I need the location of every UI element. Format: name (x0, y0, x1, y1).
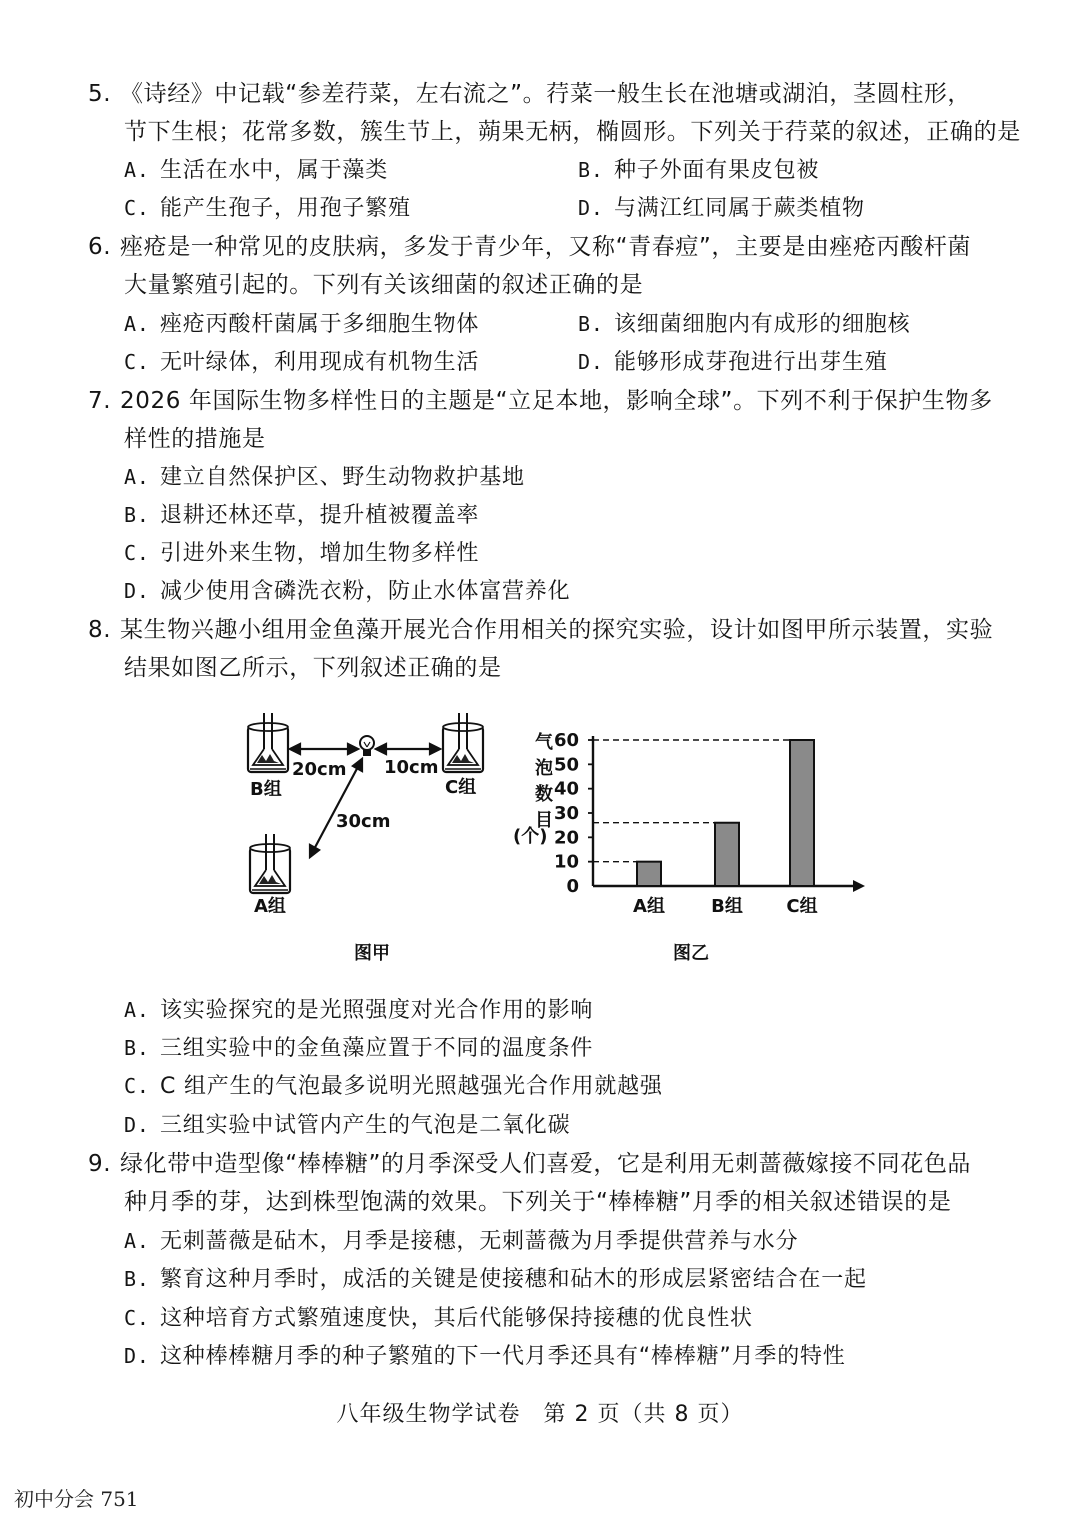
beaker-a-icon (250, 834, 290, 893)
distance-c-label: 10cm (384, 757, 439, 778)
chart-y-ticks (554, 730, 593, 897)
y-tick-label: 20 (553, 827, 579, 849)
question-7-option-b: B. 退耕还林还草，提升植被覆盖率 (124, 503, 480, 528)
category-label-1: A组 (633, 896, 665, 917)
question-9-option-b: B. 繁育这种月季时，成活的关键是使接穗和砧木的形成层紧密结合在一起 (124, 1267, 867, 1292)
page-footer: 八年级生物学试卷 第 2 页（共 8 页） (336, 1402, 744, 1427)
figure-yi-bar-chart (505, 718, 875, 970)
bar-3 (790, 740, 814, 886)
question-9-line-1: 9. 绿化带中造型像“棒棒糖”的月季深受人们喜爱，它是利用无刺蔷薇嫁接不同花色品 (88, 1151, 972, 1177)
y-label-unit: (个) (513, 826, 548, 847)
question-9-number: 9. (88, 1151, 112, 1177)
y-label-char-3: 数 (535, 784, 553, 805)
question-7-option-a: A. 建立自然保护区、野生动物救护基地 (124, 465, 525, 490)
beaker-b-icon (248, 713, 288, 772)
question-6-number: 6. (88, 234, 112, 260)
x-axis-arrow (853, 880, 865, 892)
question-5-option-d: D. 与满江红同属于蕨类植物 (578, 196, 865, 221)
question-6-option-c: C. 无叶绿体，利用现成有机物生活 (124, 350, 480, 375)
bar-2 (715, 823, 739, 886)
question-8-option-d: D. 三组实验中试管内产生的气泡是二氧化碳 (124, 1113, 571, 1138)
figure-yi-caption: 图乙 (673, 943, 709, 964)
question-6-line-2: 大量繁殖引起的。下列有关该细菌的叙述正确的是 (124, 272, 644, 298)
y-tick-label: 0 (566, 876, 579, 897)
chart-bars (637, 740, 814, 886)
lamp-icon (360, 736, 374, 756)
y-label-char-4: 目 (535, 810, 553, 831)
beaker-c-icon (443, 713, 483, 772)
y-label-char-2: 泡 (535, 758, 553, 779)
y-tick-label: 30 (553, 803, 579, 824)
question-7-number: 7. (88, 388, 112, 414)
chart-category-labels (633, 896, 818, 917)
y-tick-label: 10 (553, 851, 579, 873)
question-9-option-c: C. 这种培育方式繁殖速度快，其后代能够保持接穗的优良性状 (124, 1306, 753, 1331)
question-9-line-2: 种月季的芽，达到株型饱满的效果。下列关于“棒棒糖”月季的相关叙述错误的是 (124, 1189, 952, 1215)
question-7-line-2: 样性的措施是 (124, 426, 266, 452)
y-tick-label: 60 (553, 730, 579, 751)
figure-jia-caption: 图甲 (354, 943, 390, 964)
y-tick-label: 50 (553, 754, 579, 776)
question-6-line-1: 6. 痤疮是一种常见的皮肤病，多发于青少年，又称“青春痘”，主要是由痤疮丙酸杆菌 (88, 234, 972, 260)
y-axis-label (513, 731, 554, 847)
question-8-line-2: 结果如图乙所示，下列叙述正确的是 (124, 655, 502, 681)
distance-a-label: 30cm (336, 811, 391, 832)
question-5-line-1: 5. 《诗经》中记载“参差荇菜，左右流之”。荇菜一般生长在池塘或湖泊，茎圆柱形， (88, 81, 972, 107)
question-7-option-c: C. 引进外来生物，增加生物多样性 (124, 541, 480, 566)
category-label-3: C组 (786, 896, 818, 917)
question-6-option-a: A. 痤疮丙酸杆菌属于多细胞生物体 (124, 312, 480, 337)
corner-note: 初中分会 751 (14, 1487, 139, 1511)
question-5-option-a: A. 生活在水中，属于藻类 (124, 158, 389, 183)
question-7-line-1: 7. 2026 年国际生物多样性日的主题是“立足本地，影响全球”。下列不利于保护生物多 (88, 388, 993, 414)
question-6-option-d: D. 能够形成芽孢进行出芽生殖 (578, 350, 888, 375)
question-8-option-a: A. 该实验探究的是光照强度对光合作用的影响 (124, 998, 594, 1023)
distance-b-label: 20cm (292, 759, 347, 780)
question-8-option-c: C. C 组产生的气泡最多说明光照越强光合作用就越强 (124, 1074, 663, 1099)
group-b-label: B组 (250, 779, 282, 800)
bar-1 (637, 862, 661, 886)
question-5-option-b: B. 种子外面有果皮包被 (578, 158, 820, 183)
category-label-2: B组 (711, 896, 743, 917)
figure-jia-apparatus (230, 705, 520, 970)
group-c-label: C组 (445, 777, 477, 798)
question-5-option-c: C. 能产生孢子，用孢子繁殖 (124, 196, 411, 221)
question-5-number: 5. (88, 81, 112, 107)
y-tick-label: 40 (553, 778, 579, 800)
question-9-option-d: D. 这种棒棒糖月季的种子繁殖的下一代月季还具有“棒棒糖”月季的特性 (124, 1344, 846, 1369)
question-8-number: 8. (88, 617, 112, 643)
group-a-label: A组 (254, 896, 286, 917)
question-5-line-2: 节下生根；花常多数，簇生节上，蒴果无柄，椭圆形。下列关于荇菜的叙述，正确的是 (124, 119, 1021, 145)
y-label-char-1: 气 (535, 732, 553, 753)
chart-guide-lines (593, 740, 790, 862)
question-8-line-1: 8. 某生物兴趣小组用金鱼藻开展光合作用相关的探究实验，设计如图甲所示装置，实验 (88, 617, 994, 643)
question-7-option-d: D. 减少使用含磷洗衣粉，防止水体富营养化 (124, 579, 571, 604)
question-8-option-b: B. 三组实验中的金鱼藻应置于不同的温度条件 (124, 1036, 594, 1061)
question-6-option-b: B. 该细菌细胞内有成形的细胞核 (578, 312, 911, 337)
question-9-option-a: A. 无刺蔷薇是砧木，月季是接穗，无刺蔷薇为月季提供营养与水分 (124, 1229, 799, 1254)
